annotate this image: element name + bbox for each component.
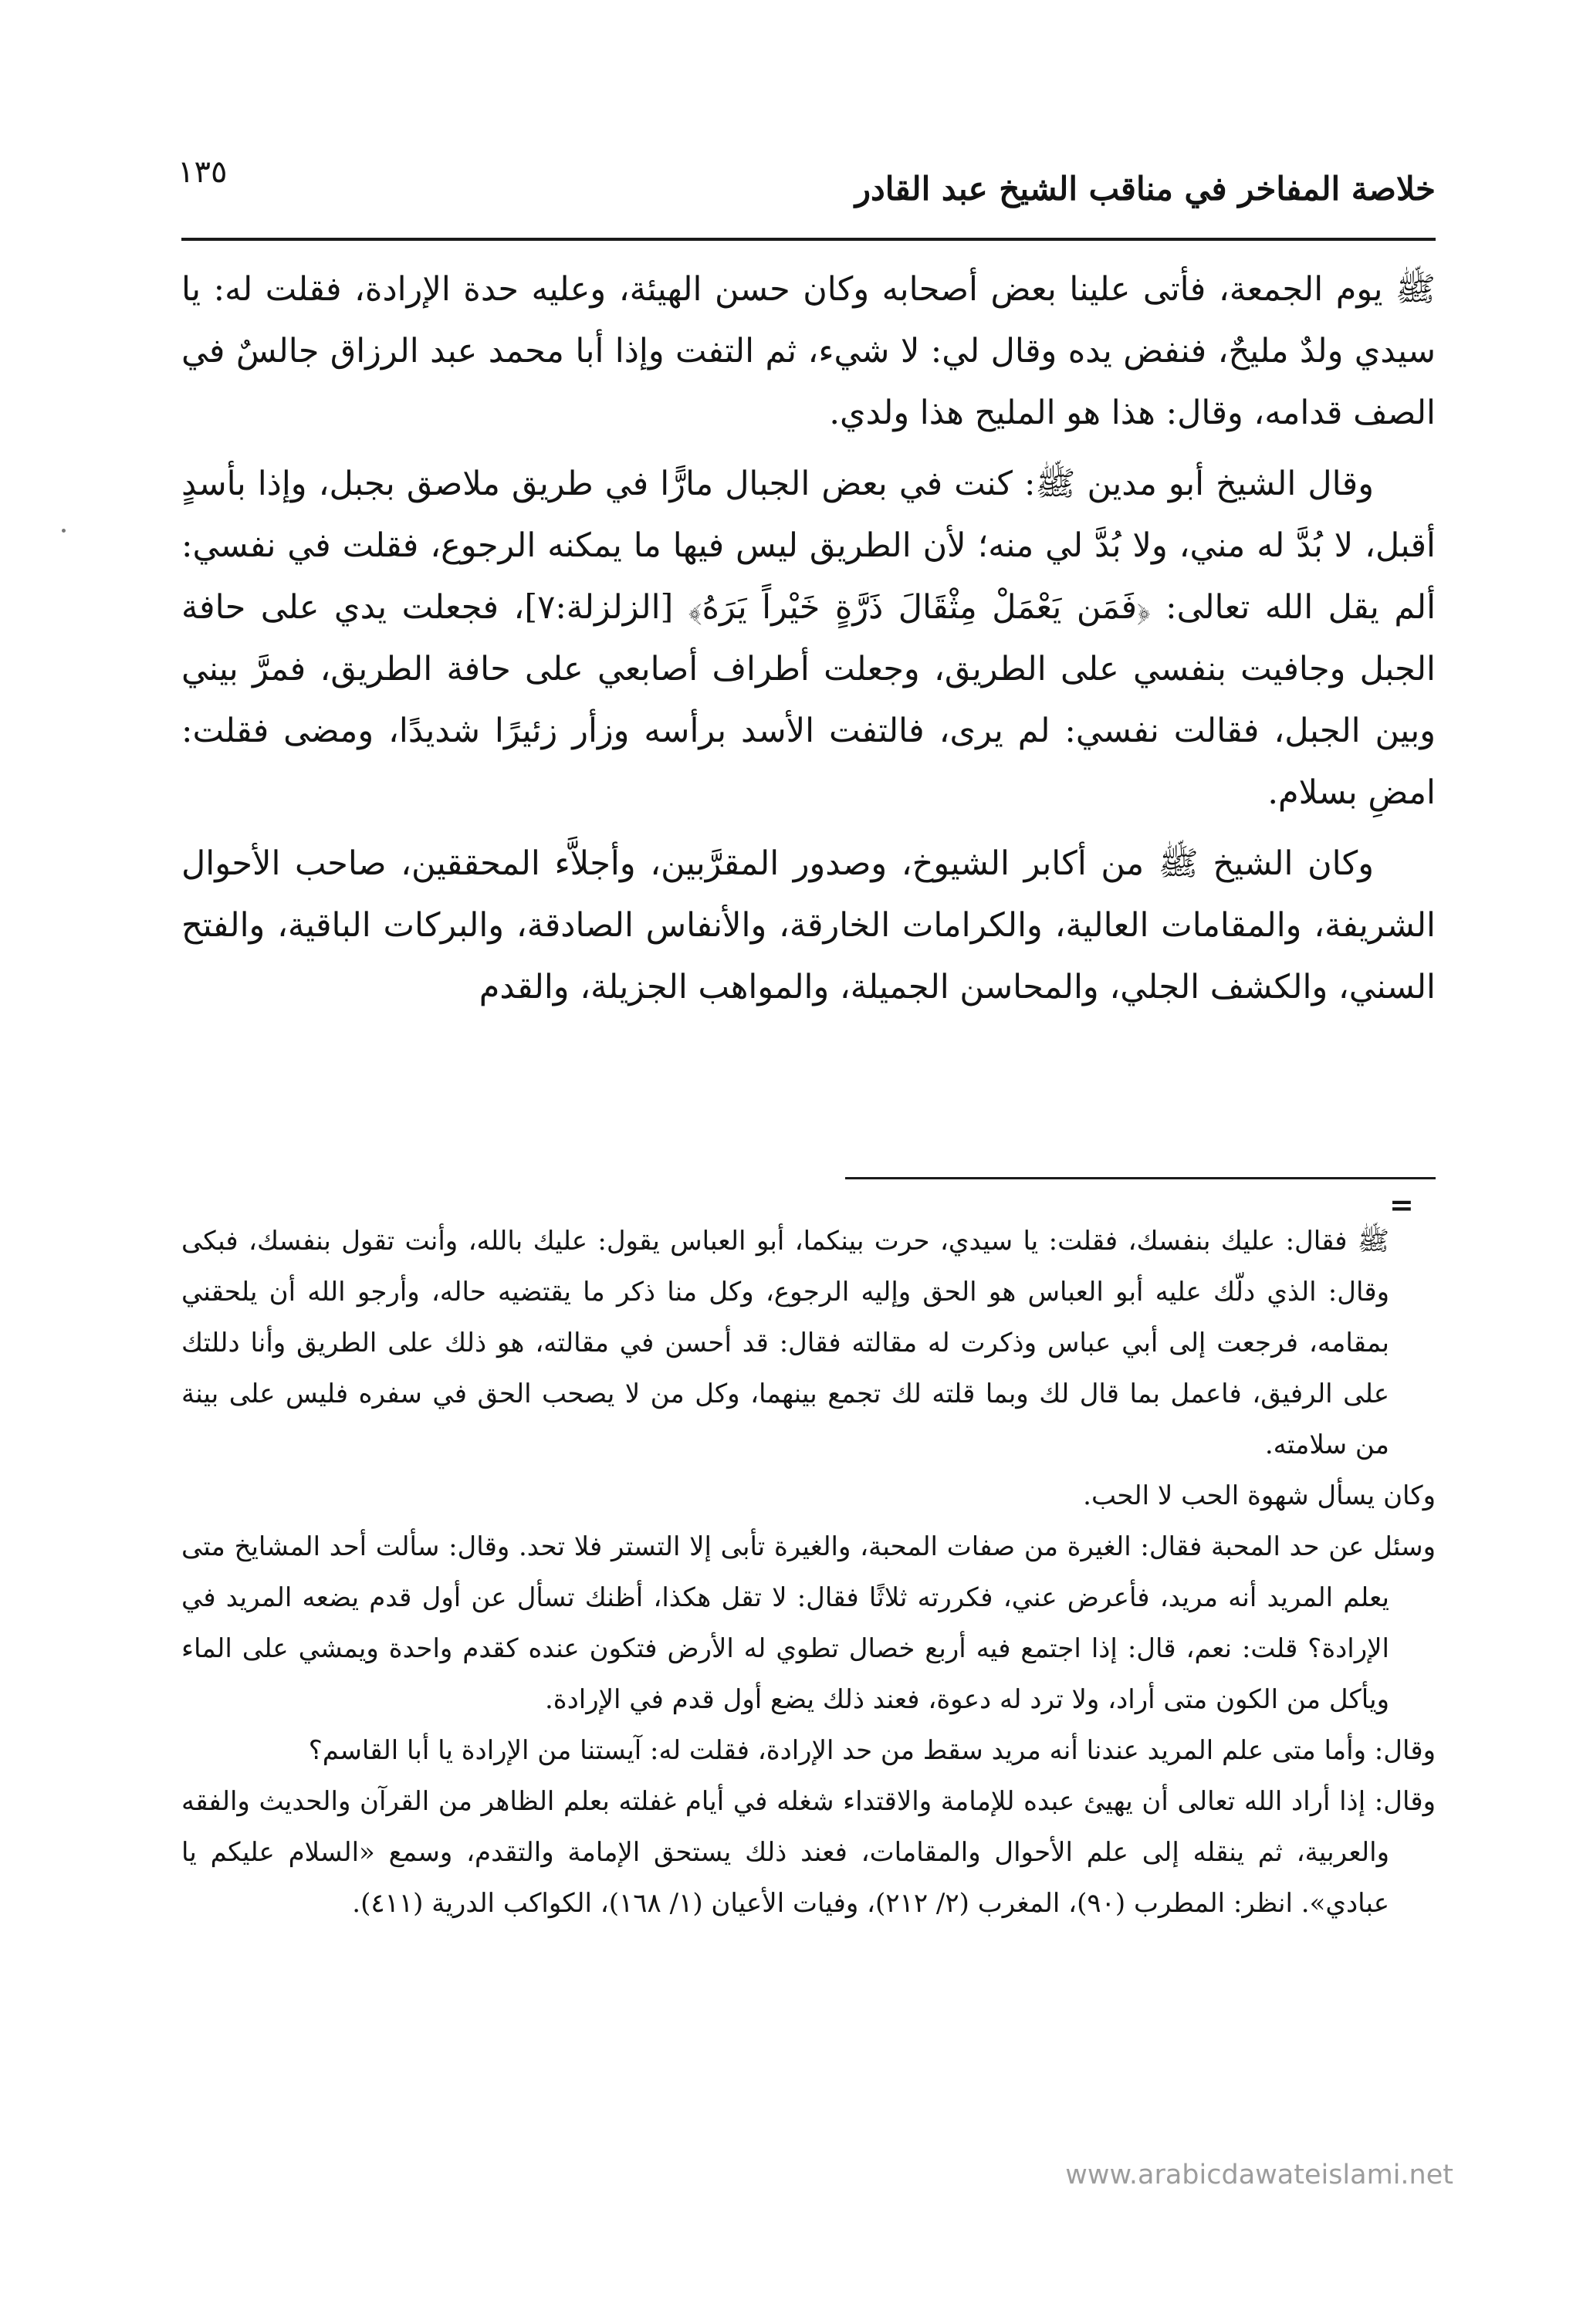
- footnote-2: وكان يسأل شهوة الحب لا الحب.: [1083, 1480, 1436, 1511]
- margin-dot: [62, 529, 66, 533]
- footnote-1: ﷺ فقال: عليك بنفسك، فقلت: يا سيدي، حرت بينكما، أبو العباس يقول: عليك بالله، وأنت تقول بنفسك، فبكى وقال: الذي دلّك عليه أبو العباس هو الحق وإليه الرجوع، وكل منا ذكر ما يقتضيه حاله، وأرجو الله أن يلحقني بمقامه، فرجعت إلى أبي عباس وذكرت له مقالته فقال: قد أحسن في مقالته، هو ذلك على الطريق وأنا دللتك على الرفيق، فاعمل بما قال لك وبما قلته لك تجمع بينهما، وكل من لا يصحب الحق في سفره فليس على بينة من سلامته.: [181, 1226, 1389, 1460]
- footnote-continuation-marker: =: [1389, 1187, 1414, 1222]
- paragraph-3: وكان الشيخ ﷺ من أكابر الشيوخ، وصدور المقرَّبين، وأجلاَّء المحققين، صاحب الأحوال الشريفة، والمقامات العالية، والكرامات الخارقة، والأنفاس الصادقة، والبركات الباقية، والفتح السني، والكشف الجلي، والمحاسن الجميلة، والمواهب الجزيلة، والقدم: [181, 844, 1436, 1006]
- paragraph-1: ﷺ يوم الجمعة، فأتى علينا بعض أصحابه وكان حسن الهيئة، وعليه حدة الإرادة، فقلت له: يا سيدي ولدٌ مليحٌ، فنفض يده وقال لي: لا شيء، ثم التفت وإذا أبا محمد عبد الرزاق جالسٌ في الصف قدامه، وقال: هذا هو المليح هذا ولدي.: [181, 270, 1436, 432]
- footnote-rule: [845, 1177, 1436, 1179]
- running-title: خلاصة المفاخر في مناقب الشيخ عبد القادر: [854, 170, 1436, 208]
- footnote-4: وقال: وأما متى علم المريد عندنا أنه مريد سقط من حد الإرادة، فقلت له: آيستنا من الإرادة يا أبا القاسم؟: [308, 1735, 1436, 1766]
- header-rule: [181, 238, 1436, 241]
- page-header: [178, 154, 1436, 239]
- footnotes: [181, 1216, 1436, 1929]
- footnote-3: وسئل عن حد المحبة فقال: الغيرة من صفات المحبة، والغيرة تأبى إلا التستر فلا تحد. وقال: سألت أحد المشايخ متى يعلم المريد أنه مريد، فأعرض عني، فكررته ثلاثًا فقال: لا تقل هكذا، أظنك تسأل عن أول قدم يضعه المريد في الإرادة؟ قلت: نعم، قال: إذا اجتمع فيه أربع خصال تطوي له الأرض فتكون عنده كقدم واحدة ويمشي على الماء ويأكل من الكون متى أراد، ولا ترد له دعوة، فعند ذلك يضع أول قدم في الإرادة.: [181, 1531, 1436, 1715]
- paragraph-2: وقال الشيخ أبو مدين ﷺ: كنت في بعض الجبال مارًّا في طريق ملاصق بجبل، وإذا بأسدٍ أقبل، لا بُدَّ له مني، ولا بُدَّ لي منه؛ لأن الطريق ليس فيها ما يمكنه الرجوع، فقلت في نفسي: ألم يقل الله تعالى: ﴿فَمَن يَعْمَلْ مِثْقَالَ ذَرَّةٍ خَيْراً يَرَهُ﴾ [الزلزلة:٧]، فجعلت يدي على حافة الجبل وجافيت بنفسي على الطريق، وجعلت أطراف أصابعي على حافة الطريق، فمرَّ بيني وبين الجبل، فقالت نفسي: لم يرى، فالتفت الأسد برأسه وزأر زئيرًا شديدًا، ومضى فقلت: امضِ بسلام.: [181, 465, 1436, 812]
- watermark-url: www.arabicdawateislami.net: [1065, 2160, 1453, 2190]
- page-number: ١٣٥: [178, 154, 228, 190]
- footnote-5: وقال: إذا أراد الله تعالى أن يهيئ عبده للإمامة والاقتداء شغله في أيام غفلته بعلم الظاهر من القرآن والحديث والفقه والعربية، ثم ينقله إلى علم الأحوال والمقامات، فعند ذلك يستحق الإمامة والتقدم، وسمع «السلام عليكم يا عبادي». انظر: المطرب (٩٠)، المغرب (٢/ ٢١٢)، وفيات الأعيان (١/ ١٦٨)، الكواكب الدرية (٤١١).: [181, 1786, 1436, 1919]
- main-text: [181, 259, 1436, 1018]
